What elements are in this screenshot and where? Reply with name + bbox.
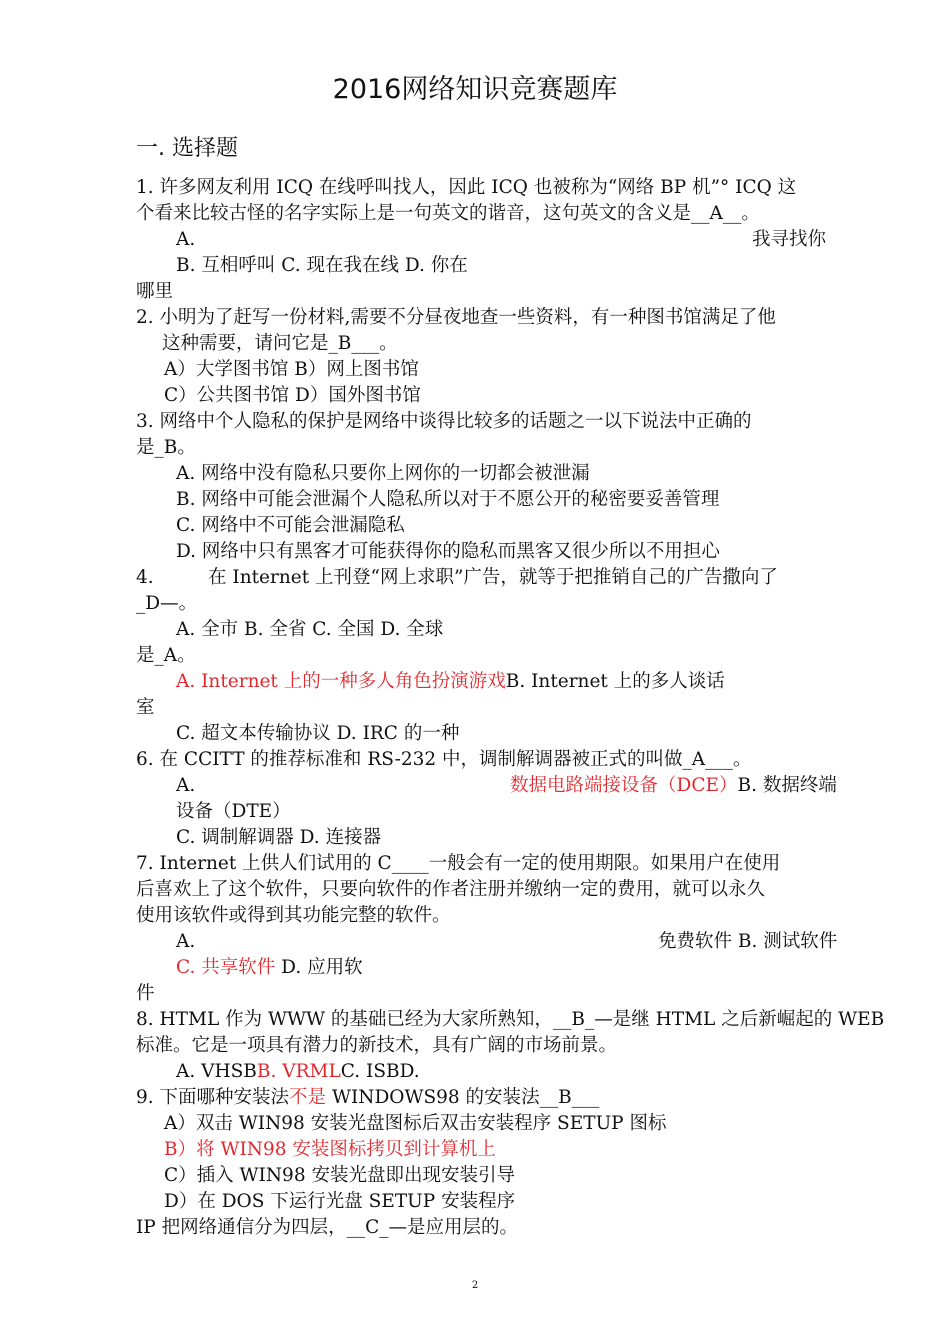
option-text: C）公共图书馆 D）国外图书馆	[164, 385, 421, 406]
option-text: A. VHSB	[176, 1061, 257, 1082]
question-text: 3. 网络中个人隐私的保护是网络中谈得比较多的话题之一以下说法中正确的	[136, 411, 752, 432]
option-text: A. 全市 B. 全省 C. 全国 D. 全球	[176, 619, 444, 640]
option-text: 哪里	[136, 281, 174, 302]
question-text: 7. Internet 上供人们试用的 C____一般会有一定的使用期限。如果用户在使用	[136, 853, 781, 874]
section-heading: 一. 选择题	[136, 136, 238, 161]
option-text: A. 网络中没有隐私只要你上网你的一切都会被泄漏	[176, 463, 590, 484]
option-text: D. 网络中只有黑客才可能获得你的隐私而黑客又很少所以不用担心	[176, 541, 720, 562]
option-text: D）在 DOS 下运行光盘 SETUP 安装程序	[164, 1191, 516, 1212]
option-text: 免费软件 B. 测试软件	[658, 931, 838, 952]
answer-highlight: C. 共享软件	[176, 957, 276, 978]
question-text: 2. 小明为了赶写一份材料,需要不分昼夜地查一些资料，有一种图书馆满足了他	[136, 307, 776, 328]
question-text: 这种需要，请问它是_B___。	[162, 333, 398, 354]
question-text: IP 把网络通信分为四层，__C_—是应用层的。	[136, 1217, 519, 1238]
page-number: 2	[471, 1280, 479, 1291]
question-text: 在 Internet 上刊登“网上求职”广告，就等于把推销自己的广告撒向了	[208, 567, 778, 588]
option-label: A.	[176, 229, 196, 250]
option-text: A）大学图书馆 B）网上图书馆	[164, 359, 419, 380]
option-line	[176, 955, 363, 981]
option-text: 设备（DTE）	[176, 801, 291, 822]
question-text: 个看来比较古怪的名字实际上是一句英文的谐音，这句英文的含义是__A__。	[136, 203, 760, 224]
option-line	[510, 773, 837, 799]
option-text: 件	[136, 983, 155, 1004]
document-title: 2016网络知识竞赛题库	[332, 74, 618, 105]
answer-highlight: A. Internet 上的一种多人角色扮演游戏	[176, 671, 506, 692]
option-label: A.	[176, 775, 196, 796]
option-text: C）插入 WIN98 安装光盘即出现安装引导	[164, 1165, 515, 1186]
question-text: 是_A。	[136, 645, 196, 666]
question-text: WINDOWS98 的安装法__B___	[326, 1087, 600, 1108]
option-line	[176, 669, 725, 695]
option-text: 我寻找你	[752, 229, 827, 250]
option-text: D. 应用软	[275, 957, 363, 978]
question-text: 后喜欢上了这个软件，只要向软件的作者注册并缴纳一定的费用，就可以永久	[136, 879, 766, 900]
answer-highlight: 数据电路端接设备（DCE）	[510, 775, 738, 796]
question-text: 6. 在 CCITT 的推荐标准和 RS-232 中，调制解调器被正式的叫做_A___。	[136, 749, 752, 770]
question-text: 9. 下面哪种安装法	[136, 1087, 290, 1108]
answer-highlight: B）将 WIN98 安装图标拷贝到计算机上	[164, 1139, 496, 1160]
option-text: C. 网络中不可能会泄漏隐私	[176, 515, 405, 536]
answer-highlight: B. VRML	[256, 1061, 341, 1082]
question-line	[136, 1085, 599, 1111]
option-text: B. 网络中可能会泄漏个人隐私所以对于不愿公开的秘密要妥善管理	[176, 489, 720, 510]
option-line	[176, 1059, 420, 1085]
question-text: 8. HTML 作为 WWW 的基础已经为大家所熟知，__B_—是继 HTML 之后新崛起的 WEB	[136, 1009, 885, 1030]
option-label: A.	[176, 931, 196, 952]
emphasis-text: 不是	[289, 1087, 327, 1108]
question-text: 标准。它是一项具有潜力的新技术，具有广阔的市场前景。	[136, 1035, 618, 1056]
question-text: 是_B。	[136, 437, 196, 458]
question-text: 1. 许多网友利用 ICQ 在线呼叫找人，因此 ICQ 也被称为“网络 BP 机”° ICQ 这	[136, 177, 797, 198]
option-text: B. 互相呼叫 C. 现在我在线 D. 你在	[176, 255, 468, 276]
option-text: A）双击 WIN98 安装光盘图标后双击安装程序 SETUP 图标	[164, 1113, 667, 1134]
option-text: B. Internet 上的多人谈话	[505, 671, 725, 692]
option-text: C. 调制解调器 D. 连接器	[176, 827, 382, 848]
option-text: B. 数据终端	[737, 775, 837, 796]
option-text: C. ISBD.	[340, 1061, 420, 1082]
question-number: 4.	[136, 567, 154, 588]
question-text: _D—。	[136, 593, 198, 614]
option-text: C. 超文本传输协议 D. IRC 的一种	[176, 723, 460, 744]
question-text: 使用该软件或得到其功能完整的软件。	[136, 905, 451, 926]
option-text: 室	[136, 697, 155, 718]
